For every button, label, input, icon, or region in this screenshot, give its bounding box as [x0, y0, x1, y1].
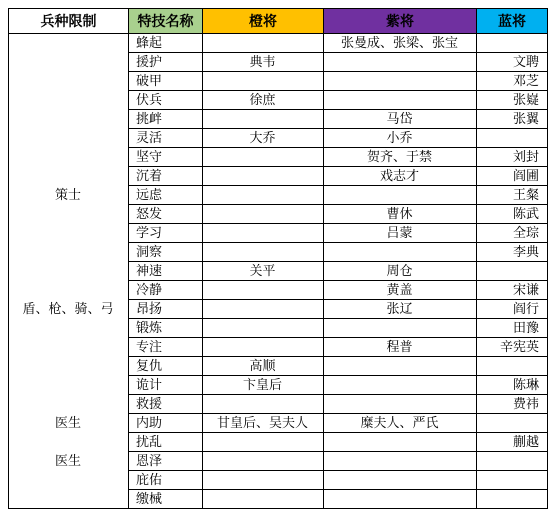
- cell-skill: 锻炼: [136, 321, 163, 336]
- cell-blue: 全琮: [512, 226, 539, 241]
- cell-purple: [323, 186, 476, 205]
- cell-purple: 糜夫人、严氏: [360, 416, 439, 431]
- unit-limit-label: 医生: [54, 454, 81, 469]
- cell-orange: [202, 433, 323, 452]
- cell-skill: 缴械: [136, 492, 163, 507]
- cell-skill: 洞察: [136, 245, 163, 260]
- skill-table: [8, 8, 547, 511]
- cell-purple: [323, 72, 476, 91]
- cell-purple: [323, 319, 476, 338]
- cell-orange: [202, 34, 323, 53]
- header-limit: 兵种限制: [8, 8, 129, 34]
- cell-skill: 救援: [136, 397, 163, 412]
- cell-blue: 邓芝: [512, 74, 539, 89]
- grid-vline: [8, 34, 9, 509]
- cell-skill: 蜂起: [136, 36, 163, 51]
- cell-orange: 卞皇后: [242, 378, 282, 393]
- cell-blue: [476, 34, 547, 53]
- cell-orange: [202, 205, 323, 224]
- cell-purple: 小乔: [386, 131, 413, 146]
- header-blue: 蓝将: [476, 8, 548, 34]
- cell-blue: [476, 129, 547, 148]
- cell-orange: [202, 186, 323, 205]
- cell-skill: 坚守: [136, 150, 163, 165]
- cell-purple: 曹休: [386, 207, 413, 222]
- unit-limit-label: 策士: [54, 188, 81, 203]
- cell-orange: 甘皇后、吴夫人: [216, 416, 308, 431]
- cell-orange: [202, 281, 323, 300]
- cell-purple: 黄盖: [386, 283, 413, 298]
- cell-orange: 关平: [249, 264, 276, 279]
- cell-orange: 大乔: [249, 131, 276, 146]
- cell-skill: 灵活: [136, 131, 163, 146]
- header-purple: 紫将: [323, 8, 477, 34]
- cell-blue: 宋谦: [512, 283, 539, 298]
- cell-skill: 沉着: [136, 169, 163, 184]
- header-orange: 橙将: [202, 8, 324, 34]
- cell-purple: [323, 357, 476, 376]
- cell-blue: 王粲: [512, 188, 539, 203]
- cell-blue: 陈琳: [512, 378, 539, 393]
- unit-limit-label: 盾、枪、骑、弓: [22, 302, 114, 317]
- cell-orange: [202, 338, 323, 357]
- cell-skill: 神速: [136, 264, 163, 279]
- cell-skill: 昂扬: [136, 302, 163, 317]
- cell-skill: 专注: [136, 340, 163, 355]
- cell-blue: 刘封: [512, 150, 539, 165]
- cell-purple: 张辽: [386, 302, 413, 317]
- cell-purple: 吕蒙: [386, 226, 413, 241]
- cell-skill: 复仇: [136, 359, 163, 374]
- cell-skill: 破甲: [136, 74, 163, 89]
- cell-orange: [202, 72, 323, 91]
- cell-orange: 典韦: [249, 55, 276, 70]
- cell-blue: 陈武: [512, 207, 539, 222]
- cell-orange: [202, 471, 323, 490]
- cell-orange: [202, 148, 323, 167]
- cell-orange: 高顺: [249, 359, 276, 374]
- cell-blue: 蒯越: [512, 435, 539, 450]
- cell-skill: 伏兵: [136, 93, 163, 108]
- cell-orange: 徐庶: [249, 93, 276, 108]
- cell-blue: [476, 262, 547, 281]
- cell-purple: 程普: [386, 340, 413, 355]
- cell-skill: 庇佑: [136, 473, 163, 488]
- cell-skill: 扰乱: [136, 435, 163, 450]
- cell-purple: [323, 471, 476, 490]
- cell-orange: [202, 110, 323, 129]
- cell-skill: 恩泽: [136, 454, 163, 469]
- cell-orange: [202, 300, 323, 319]
- cell-skill: 学习: [136, 226, 163, 241]
- cell-blue: 费祎: [512, 397, 539, 412]
- cell-blue: 辛宪英: [499, 340, 539, 355]
- cell-orange: [202, 224, 323, 243]
- cell-purple: 周仓: [386, 264, 413, 279]
- cell-skill: 援护: [136, 55, 163, 70]
- cell-blue: 李典: [512, 245, 539, 260]
- cell-skill: 冷静: [136, 283, 163, 298]
- cell-orange: [202, 490, 323, 509]
- cell-orange: [202, 243, 323, 262]
- cell-purple: 马岱: [386, 112, 413, 127]
- cell-blue: [476, 357, 547, 376]
- cell-purple: [323, 376, 476, 395]
- cell-skill: 怒发: [136, 207, 163, 222]
- cell-blue: 张翼: [512, 112, 539, 127]
- cell-skill: 远虑: [136, 188, 163, 203]
- cell-blue: 阎圃: [512, 169, 539, 184]
- cell-purple: 张曼成、张梁、张宝: [340, 36, 458, 51]
- cell-orange: [202, 395, 323, 414]
- cell-blue: [476, 490, 547, 509]
- cell-blue: 田豫: [512, 321, 539, 336]
- cell-skill: 挑衅: [136, 112, 163, 127]
- cell-purple: [323, 452, 476, 471]
- cell-purple: [323, 53, 476, 72]
- cell-blue: [476, 471, 547, 490]
- cell-skill: 内助: [136, 416, 163, 431]
- cell-blue: [476, 452, 547, 471]
- cell-purple: [323, 91, 476, 110]
- cell-blue: [476, 414, 547, 433]
- cell-orange: [202, 167, 323, 186]
- cell-purple: [323, 490, 476, 509]
- cell-purple: 贺齐、于禁: [366, 150, 432, 165]
- cell-purple: [323, 243, 476, 262]
- cell-purple: [323, 433, 476, 452]
- unit-limit-label: 医生: [54, 416, 81, 431]
- cell-skill: 诡计: [136, 378, 163, 393]
- grid-vline: [547, 34, 548, 509]
- cell-blue: 文聘: [512, 55, 539, 70]
- cell-purple: 戏志才: [379, 169, 419, 184]
- header-skill: 特技名称: [128, 8, 203, 34]
- cell-orange: [202, 319, 323, 338]
- cell-blue: 阎行: [512, 302, 539, 317]
- cell-orange: [202, 452, 323, 471]
- cell-blue: 张嶷: [512, 93, 539, 108]
- cell-purple: [323, 395, 476, 414]
